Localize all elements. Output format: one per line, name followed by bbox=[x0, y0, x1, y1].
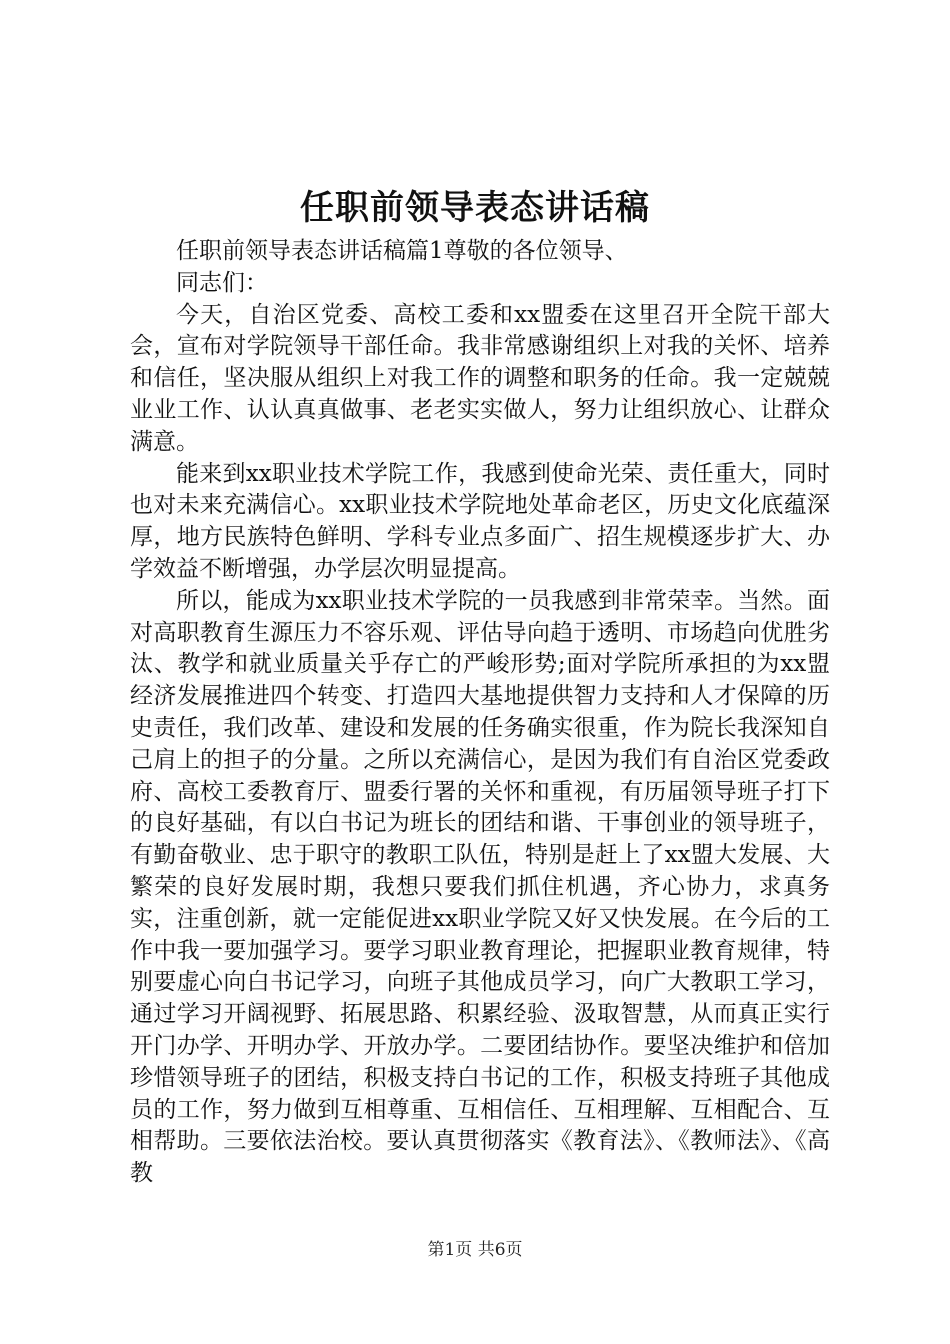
document-body bbox=[130, 236, 830, 1190]
paragraph-salutation: 同志们： bbox=[176, 269, 268, 296]
page-footer: 第1页 共6页 bbox=[427, 1240, 523, 1260]
paragraph-3: 所以，能成为xx职业技术学院的一员我感到非常荣幸。当然。面对高职教育生源压力不容乐观、评估导向趋于透明、市场趋向优胜劣汰、教学和就业质量关乎存亡的严峻形势;面对学院所承担的为xx盟经济发展推进四个转变、打造四大基地提供智力支持和人才保障的历史责任，我们改革、建设和发展的任务确实很重，作为院长我深知自己肩上的担子的分量。之所以充满信心，是因为我们有自治区党委政府、高校工委教育厅、盟委行署的关怀和重视，有历届领导班子打下的良好基础，有以白书记为班长的团结和谐、干事创业的领导班子，有勤奋敬业、忠于职守的教职工队伍，特别是赶上了xx盟大发展、大繁荣的良好发展时期，我想只要我们抓住机遇，齐心协力，求真务实，注重创新，就一定能促进xx职业学院又好又快发展。在今后的工作中我一要加强学习。要学习职业教育理论，把握职业教育规律，特别要虚心向白书记学习，向班子其他成员学习，向广大教职工学习，通过学习开阔视野、拓展思路、积累经验、汲取智慧，从而真正实行开门办学、开明办学、开放办学。二要团结协作。要坚决维护和倍加珍惜领导班子的团结，积极支持白书记的工作，积极支持班子其他成员的工作，努力做到互相尊重、互相信任、互相理解、互相配合、互相帮助。三要依法治校。要认真贯彻落实《教育法》、《教师法》、《高教 bbox=[130, 587, 830, 1187]
document-title: 任职前领导表态讲话稿 bbox=[300, 188, 650, 228]
paragraph-intro: 任职前领导表态讲话稿篇1尊敬的各位领导、 bbox=[176, 238, 628, 264]
paragraph-2: 能来到xx职业技术学院工作，我感到使命光荣、责任重大，同时也对未来充满信心。xx职业技术学院地处革命老区，历史文化底蕴深厚，地方民族特色鲜明、学科专业点多面广、招生规模逐步扩大、办学效益不断增强，办学层次明显提高。 bbox=[130, 460, 830, 582]
paragraph-1: 今天，自治区党委、高校工委和xx盟委在这里召开全院干部大会，宣布对学院领导干部任命。我非常感谢组织上对我的关怀、培养和信任，坚决服从组织上对我工作的调整和职务的任命。我一定兢兢业业工作、认认真真做事、老老实实做人，努力让组织放心、让群众满意。 bbox=[130, 301, 830, 455]
